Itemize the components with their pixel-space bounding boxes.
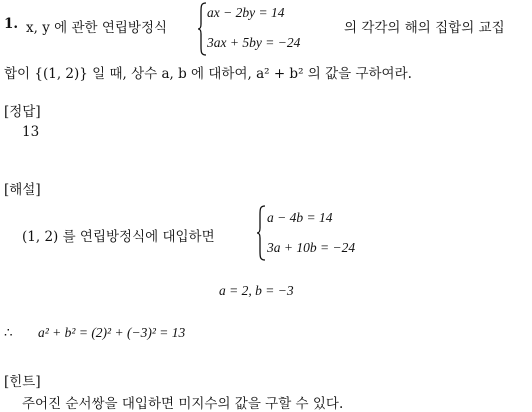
solution-system-eq1: a − 4b = 14 <box>267 210 333 225</box>
hint-label: [힌트] <box>4 374 41 390</box>
problem-number: 1. <box>4 16 19 32</box>
solution-system-eq2: 3a + 10b = −24 <box>267 240 356 255</box>
problem-line2: 합이 {(1, 2)} 일 때, 상수 a, b 에 대하여, a² + b² 의 값을 구하여라. <box>4 66 412 82</box>
problem-tail: 의 각각의 해의 집합의 교집 <box>344 20 505 36</box>
therefore-symbol: ∴ <box>4 325 13 341</box>
problem-system-eq2: 3ax + 5by = −24 <box>207 35 301 50</box>
solution-result: a = 2, b = −3 <box>219 283 294 298</box>
answer-label: [정답] <box>4 104 41 120</box>
problem-system-brace <box>197 2 207 56</box>
problem-lead: x, y 에 관한 연립방정식 <box>26 20 168 36</box>
hint-text: 주어진 순서쌍을 대입하면 미지수의 값을 구할 수 있다. <box>22 396 344 412</box>
solution-system-brace <box>256 205 266 261</box>
problem-system-eq1: ax − 2by = 14 <box>207 5 285 20</box>
solution-label: [해설] <box>4 182 41 198</box>
answer-value: 13 <box>22 124 40 140</box>
solution-final: a² + b² = (2)² + (−3)² = 13 <box>38 325 186 340</box>
solution-lead: (1, 2) 를 연립방정식에 대입하면 <box>22 229 215 245</box>
